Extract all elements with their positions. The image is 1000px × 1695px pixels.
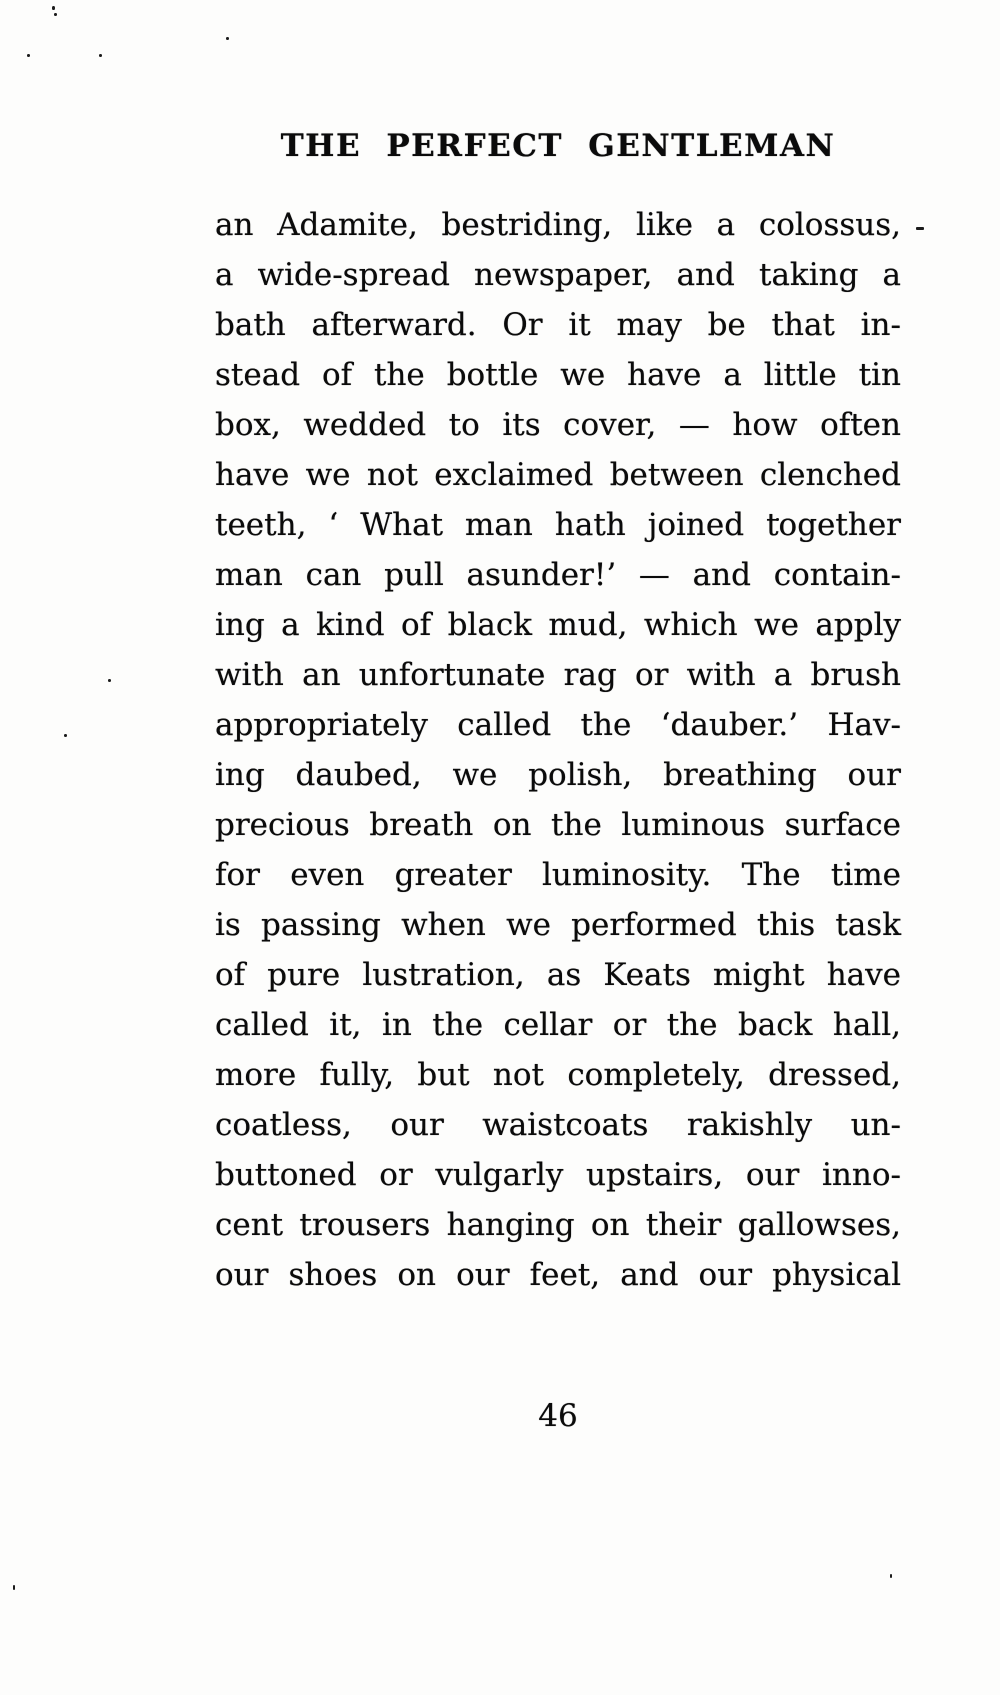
text-line: is passing when we performed this task [215, 907, 901, 943]
text-line: precious breath on the luminous surface [215, 807, 901, 843]
text-line: box, wedded to its cover, — how often [215, 407, 901, 443]
text-line: called it, in the cellar or the back hall, [215, 1007, 901, 1043]
page-number: 46 [538, 1398, 578, 1434]
text-line: for even greater luminosity. The time [215, 857, 901, 893]
text-line: buttoned or vulgarly upstairs, our inno- [215, 1157, 901, 1193]
text-line: man can pull asunder!’ — and contain- [215, 557, 901, 593]
scan-speck [13, 1585, 15, 1590]
text-line: stead of the bottle we have a little tin [215, 357, 901, 393]
text-line: our shoes on our feet, and our physical [215, 1257, 901, 1293]
text-line: more fully, but not completely, dressed, [215, 1057, 901, 1093]
scan-speck [64, 734, 67, 737]
text-line: cent trousers hanging on their gallowses, [215, 1207, 901, 1243]
text-line: bath afterward. Or it may be that in- [215, 307, 901, 343]
scan-speck [54, 13, 57, 16]
text-line: an Adamite, bestriding, like a colossus, [215, 207, 901, 243]
text-line: ing a kind of black mud, which we apply [215, 607, 901, 643]
text-line: with an unfortunate rag or with a brush [215, 657, 901, 693]
text-line: coatless, our waistcoats rakishly un- [215, 1107, 901, 1143]
scan-speck [226, 37, 229, 40]
scan-speck [99, 54, 102, 57]
page-body [215, 200, 901, 1300]
running-header: THE PERFECT GENTLEMAN [280, 128, 836, 164]
scan-speck [916, 227, 924, 230]
text-line: a wide-spread newspaper, and taking a [215, 257, 901, 293]
text-line: appropriately called the ‘dauber.’ Hav- [215, 707, 901, 743]
scan-speck [27, 54, 30, 57]
text-line: have we not exclaimed between clenched [215, 457, 901, 493]
scan-speck [108, 679, 111, 682]
text-line: teeth, ‘ What man hath joined together [215, 507, 901, 543]
text-line: ing daubed, we polish, breathing our [215, 757, 901, 793]
text-line: of pure lustration, as Keats might have [215, 957, 901, 993]
scan-speck [52, 6, 55, 10]
scan-speck [890, 1574, 892, 1578]
